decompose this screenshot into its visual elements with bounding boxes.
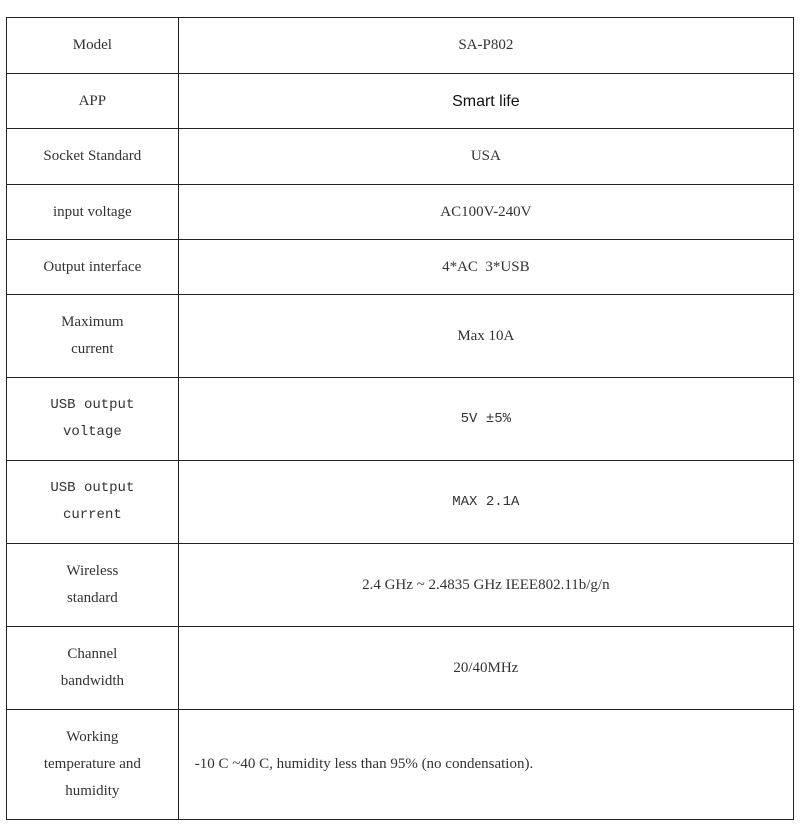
spec-label-usb-output-current: USB output current (7, 461, 179, 544)
spec-value-maximum-current: Max 10A (178, 295, 793, 378)
spec-label-input-voltage: input voltage (7, 185, 179, 240)
spec-value-channel-bandwidth: 20/40MHz (178, 627, 793, 710)
table-row (7, 295, 794, 378)
spec-label-model: Model (7, 18, 179, 74)
table-row (7, 710, 794, 820)
table-row (7, 378, 794, 461)
spec-label-channel-bandwidth: Channel bandwidth (7, 627, 179, 710)
spec-table (6, 17, 794, 820)
table-row (7, 185, 794, 240)
spec-value-usb-output-current: MAX 2.1A (178, 461, 793, 544)
table-row (7, 461, 794, 544)
spec-value-input-voltage: AC100V-240V (178, 185, 793, 240)
spec-label-maximum-current: Maximum current (7, 295, 179, 378)
spec-value-app: Smart life (178, 74, 793, 129)
table-row (7, 544, 794, 627)
spec-value-socket-standard: USA (178, 129, 793, 185)
table-row (7, 240, 794, 295)
spec-label-output-interface: Output interface (7, 240, 179, 295)
spec-value-model: SA-P802 (178, 18, 793, 74)
table-row (7, 627, 794, 710)
spec-label-usb-output-voltage: USB output voltage (7, 378, 179, 461)
spec-label-socket-standard: Socket Standard (7, 129, 179, 185)
spec-label-app: APP (7, 74, 179, 129)
table-row (7, 129, 794, 185)
spec-label-working-temperature-humidity: Working temperature and humidity (7, 710, 179, 820)
spec-value-output-interface: 4*AC 3*USB (178, 240, 793, 295)
table-row (7, 18, 794, 74)
table-row (7, 74, 794, 129)
spec-value-usb-output-voltage: 5V ±5% (178, 378, 793, 461)
spec-label-wireless-standard: Wireless standard (7, 544, 179, 627)
spec-value-working-temperature-humidity: -10 C ~40 C, humidity less than 95% (no condensation). (178, 710, 793, 820)
spec-value-wireless-standard: 2.4 GHz ~ 2.4835 GHz IEEE802.11b/g/n (178, 544, 793, 627)
